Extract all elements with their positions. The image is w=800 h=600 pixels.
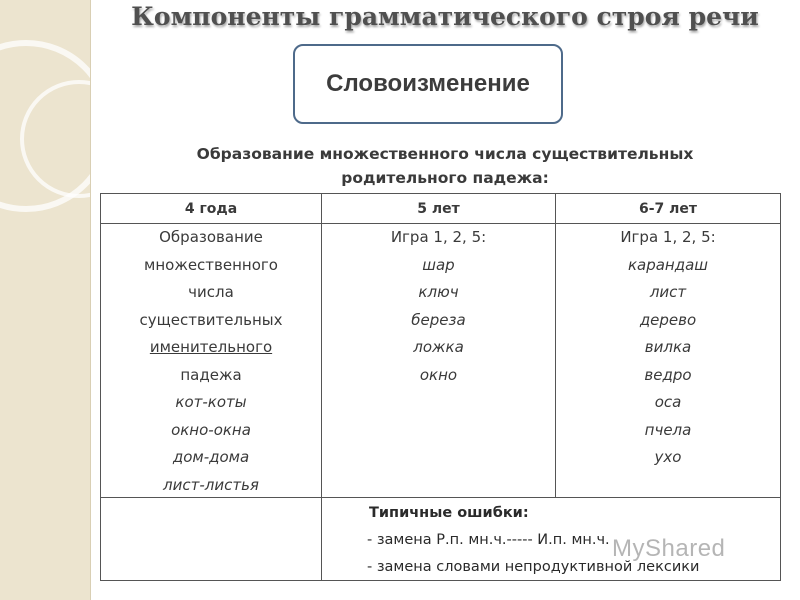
example-word: вилка — [644, 338, 692, 356]
example-word: пчела — [644, 420, 692, 439]
subtitle-box: Словоизменение — [293, 44, 563, 124]
header-4-years: 4 года — [184, 201, 238, 217]
example-word: кот-коты — [175, 393, 247, 411]
left-decorative-band — [0, 0, 91, 600]
game-label: Игра 1, 2, 5: — [620, 228, 716, 246]
description-line: падежа — [180, 365, 242, 384]
heading-line: родительного падежа: — [341, 169, 549, 187]
example-word: лист-листья — [163, 475, 259, 494]
column-4-years — [101, 224, 321, 499]
error-item: - замена словами непродуктивной лексики — [367, 559, 700, 575]
heading-line: Образование множественного числа существительных — [196, 145, 694, 163]
column-6-7-years — [556, 224, 780, 472]
error-item: - замена Р.п. мн.ч.----- И.п. мн.ч. — [367, 532, 610, 548]
example-word: карандаш — [627, 255, 709, 274]
header-6-7-years: 6-7 лет — [638, 201, 698, 217]
errors-title: Типичные ошибки: — [369, 505, 529, 521]
example-word: шар — [422, 255, 455, 274]
typical-errors — [367, 500, 777, 581]
example-word: ухо — [654, 448, 682, 466]
example-word: окно-окна — [171, 420, 251, 439]
age-table — [100, 193, 781, 581]
description-line-underlined: именительного — [149, 338, 273, 356]
example-word: лист — [649, 283, 687, 301]
example-word: окно — [419, 365, 458, 384]
watermark-logo: MyShared — [612, 535, 726, 562]
example-word: береза — [411, 310, 466, 329]
game-label: Игра 1, 2, 5: — [390, 228, 487, 246]
header-5-years: 5 лет — [417, 201, 460, 217]
slide-title: Компоненты грамматического строя речи — [131, 2, 759, 31]
description-line: Образование — [159, 228, 263, 246]
example-word: ключ — [418, 283, 459, 301]
example-word: оса — [654, 393, 682, 411]
description-line: существительных — [139, 310, 283, 329]
description-line: числа — [188, 283, 234, 301]
example-word: дом-дома — [172, 448, 250, 466]
example-word: ведро — [644, 365, 692, 384]
description-line: множественного — [144, 255, 278, 274]
example-word: дерево — [639, 310, 697, 329]
column-5-years — [322, 224, 555, 389]
table-heading — [150, 142, 740, 190]
example-word: ложка — [413, 338, 464, 356]
